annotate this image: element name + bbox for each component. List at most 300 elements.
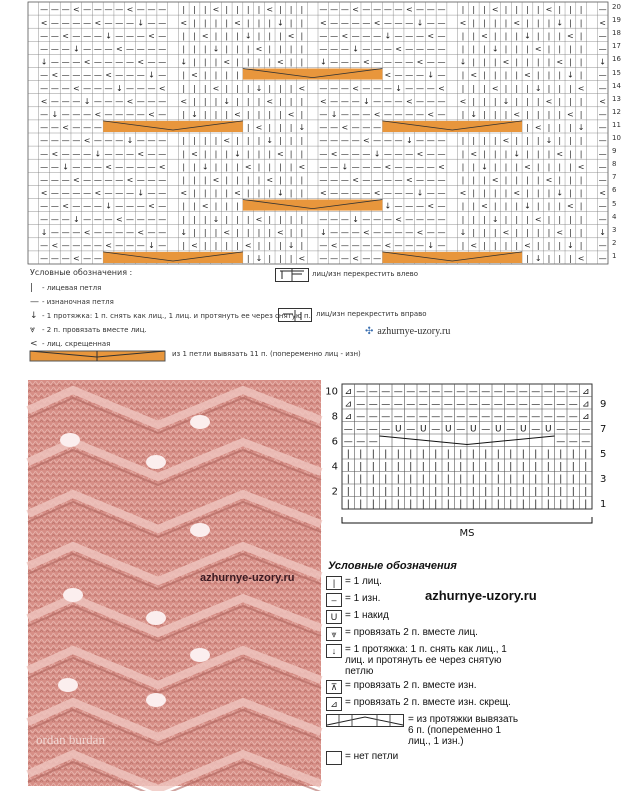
chart1-symbol: < [255,214,263,224]
chart1-symbol: | [558,214,562,224]
chart1-symbol: < [405,175,413,185]
photo-signature: ordan burdan [36,732,105,747]
chart1-symbol: — [319,241,328,251]
chart1-symbol: | [526,254,529,264]
chart1-symbol: < [352,83,359,93]
ms-chart-symbol: — [543,412,553,422]
chart1-symbol: — [340,136,349,146]
chart1-symbol: | [526,214,529,224]
chart1-symbol: — [394,57,403,67]
chart1-symbol: — [93,83,102,93]
chart1-symbol: — [362,31,371,41]
chart1-symbol: ↓ [427,241,435,251]
chart1-symbol: < [83,136,91,146]
ms-chart-symbol: | [496,499,500,510]
ms-chart-symbol: | [496,487,500,497]
chart1-symbol: | [300,5,304,15]
chart1-symbol: < [534,44,542,54]
chart1-symbol: — [598,175,607,185]
chart1-symbol: | [193,214,196,224]
chart1-symbol: — [351,57,360,67]
chart1-symbol: — [340,44,349,54]
chart1-symbol: | [569,57,572,67]
chart1-symbol: — [50,96,59,106]
legend2-item [326,593,526,607]
chart1-symbol: — [158,70,167,80]
ms-chart-symbol: — [468,387,478,397]
ms-chart-symbol: | [534,462,538,472]
chart1-symbol: — [319,214,328,224]
knit-stitch-icon: | [30,282,34,293]
ms-chart-symbol: | [346,474,350,485]
chart1-symbol: | [193,96,196,106]
chart1-symbol: | [472,83,476,93]
chart1-symbol: | [579,110,583,120]
chart1-symbol: | [569,227,572,237]
chart1-symbol: — [416,201,425,211]
chart1-symbol: < [459,18,467,28]
chart1-symbol: — [394,241,403,251]
chart1-symbol: — [93,201,102,211]
chart1-symbol: ↓ [255,254,263,264]
chart1-symbol: | [246,96,250,106]
ms-chart-symbol: — [531,412,541,422]
ms-chart-symbol: — [493,399,503,410]
legend2-title: Условные обозначения [328,560,457,572]
ms-chart-symbol: — [406,387,416,397]
chart1-symbol: | [493,57,497,67]
ms-chart-symbol: | [446,462,450,472]
chart1-symbol: — [72,123,81,133]
chart1-symbol: ↓ [491,214,499,224]
chart1-symbol: < [491,83,499,93]
ms-chart-symbol: — [481,412,491,422]
chart1-symbol: ↓ [105,201,112,211]
chart1-symbol: | [504,44,508,54]
ms-chart-symbol: — [481,399,491,410]
chart1-symbol: — [437,149,446,159]
chart1-symbol: — [72,18,81,28]
chart1-symbol: | [182,70,186,80]
chart1-symbol: | [472,44,476,54]
chart1-symbol: < [287,31,295,41]
ms-chart-symbol: | [384,499,388,510]
chart1-row-number: 18 [612,29,621,38]
ms-chart-symbol: | [559,474,563,485]
chart1-symbol: | [203,241,207,251]
chart1-symbol: | [536,241,540,251]
chart1-symbol: ↓ [567,70,574,80]
chart1-symbol: — [416,175,425,185]
chart1-symbol: | [461,31,465,41]
chart1-symbol: | [246,44,250,54]
cross-right-icon [278,308,312,322]
chart1-symbol: | [203,5,207,15]
chart1-symbol: < [556,149,564,159]
chart1-symbol: | [536,31,540,41]
chart1-symbol: | [203,83,207,93]
chart1-symbol: — [437,201,446,211]
twisted-knit-icon: < [30,338,38,349]
chart1-symbol: — [437,241,446,251]
chart1-symbol: < [266,96,274,106]
ms-chart-symbol: | [484,474,488,485]
chart1-symbol: — [340,110,349,120]
chart1-symbol: — [93,254,102,264]
chart1-symbol: — [362,214,371,224]
chart1-symbol: — [126,110,135,120]
chart1-symbol: | [203,188,207,198]
chart1-row-number: 12 [612,107,621,116]
chart1-symbol: — [83,254,92,264]
chart1-symbol: < [62,123,69,133]
chart1-symbol: | [289,57,293,67]
chart1-symbol: < [373,188,381,198]
chart1-symbol: | [236,70,239,80]
ms-chart-symbol: | [484,499,488,510]
chart1-symbol: | [483,149,486,159]
chart1-symbol: — [50,175,59,185]
chart1-symbol: — [598,254,607,264]
chart1-symbol: | [268,57,272,67]
chart1-symbol: < [320,18,327,28]
chart1-symbol: < [362,227,370,237]
chart1-symbol: | [289,18,293,28]
ms-chart-symbol: | [409,487,413,497]
chart1-symbol: | [182,110,186,120]
legend2-item [326,627,526,641]
chart1-row-number: 20 [612,3,621,11]
chart1-symbol: — [50,123,59,133]
ms-chart-symbol: — [356,412,366,422]
chart1-symbol: | [203,70,207,80]
chart1-symbol: — [126,214,135,224]
chart1-symbol: ↓ [40,227,48,237]
ms-chart-symbol: — [343,437,353,447]
ms-chart-symbol: | [371,449,375,460]
ms-chart-symbol: | [559,449,563,460]
chart1-symbol: | [193,136,196,146]
chart1-symbol: — [115,149,124,159]
chart1-symbol: — [362,175,371,185]
chart1-symbol: — [416,31,425,41]
ms-chart-symbol: — [456,399,466,410]
chart1-symbol: | [461,110,465,120]
chart1-symbol: ↓ [277,188,284,198]
ms-chart-symbol: | [421,499,425,510]
chart1-symbol: | [504,214,508,224]
chart1-symbol: | [483,188,486,198]
chart1-symbol: | [193,18,196,28]
chart1-symbol: — [115,136,124,146]
legend2-item [326,610,526,624]
chart1-symbol: < [126,175,134,185]
ms-chart-symbol: — [468,412,478,422]
chart1-symbol: — [61,110,70,120]
chart1-symbol: | [483,18,486,28]
ms-chart-symbol: | [446,499,450,510]
slip-pass-icon: ↓ [326,644,342,658]
chart1-symbol: | [246,188,250,198]
ms-chart-symbol: | [396,487,400,497]
chart1-symbol: | [483,136,486,146]
cross-left-text: лиц/изн перекрестить влево [312,270,419,278]
chart1-symbol: | [279,83,282,93]
ms-chart-symbol: | [359,499,363,510]
ms-chart-symbol: — [418,387,428,397]
chart1-symbol: | [193,57,196,67]
chart1-symbol: | [547,83,551,93]
chart1-symbol: < [255,44,263,54]
chart1-symbol: — [405,31,414,41]
chart1-symbol: < [384,162,392,172]
chart1-symbol: — [319,110,328,120]
chart1-symbol: — [362,123,371,133]
chart1-symbol: — [72,201,81,211]
ms-chart-symbol: | [384,449,388,460]
chart1-symbol: — [416,44,425,54]
chart1-symbol: | [483,227,486,237]
legend2-item-text: = 1 протяжка: 1 п. снять как лиц., 1 лиц. и протянуть ее через снятую петлю [345,644,507,677]
chart1-symbol: | [193,188,196,198]
ms-chart-symbol: | [534,487,538,497]
chart1-symbol: — [362,5,371,15]
ms-chart-symbol: | [571,474,575,485]
chart1-symbol: | [246,5,250,15]
chart1-symbol: < [40,18,48,28]
ms-chart-symbol: | [359,449,363,460]
chart1-symbol: | [246,175,250,185]
chart1-symbol: < [94,110,102,120]
chart1-symbol: | [569,254,572,264]
eyelet-hole [63,588,83,602]
chart1-symbol: — [330,96,339,106]
chart1-row-number: 10 [612,134,621,142]
chart1-symbol: — [158,201,167,211]
chart1-symbol: | [289,83,293,93]
chart1-symbol: ↓ [62,162,69,172]
ms-chart-symbol: | [409,449,413,460]
chart1-symbol: | [558,96,562,106]
chart1-row-number: 3 [612,225,617,234]
chart1-symbol: | [268,31,272,41]
chart1-symbol: — [104,214,113,224]
chart1-symbol: — [373,254,382,264]
chart1-symbol: — [373,214,382,224]
legend2-item-text: = провязать 2 п. вместе изн. скрещ. [345,697,511,708]
ms-chart-symbol: ⊿ [581,412,590,422]
chart1-symbol: ↓ [373,149,381,159]
ms-chart-symbol: | [546,474,550,485]
chart1-symbol: | [236,57,239,67]
ms-chart-symbol: | [509,499,513,510]
chart1-symbol: | [461,162,465,172]
yarn-over-icon: U [326,610,342,624]
chart1-symbol: | [289,136,293,146]
chart1-symbol: — [93,31,102,41]
chart1-symbol: | [279,136,282,146]
ms-chart-symbol: | [534,449,538,460]
legend2-site: azhurnye-uzory.ru [425,588,537,603]
chart1-symbol: — [40,83,49,93]
chart1-symbol: | [279,254,282,264]
chart1-symbol: | [279,31,282,41]
chart1-symbol: — [426,96,435,106]
chart1-symbol: | [515,70,519,80]
chart1-symbol: | [461,83,465,93]
chart1-symbol: < [115,44,123,54]
chart1-symbol: | [526,227,529,237]
chart1-symbol: — [50,18,59,28]
chart1-symbol: — [416,5,425,15]
chart1-symbol: | [279,96,282,106]
chart1-row-number: 5 [612,199,617,208]
chart1-symbol: | [472,175,476,185]
chart1-symbol: | [558,110,562,120]
chart1-symbol: | [515,162,519,172]
chart1-symbol: — [158,5,167,15]
chart1-symbol: | [536,96,540,106]
ms-label: MS [459,528,475,539]
chart1-symbol: < [534,214,542,224]
chart1-symbol: — [598,214,607,224]
chart1-symbol: — [340,214,349,224]
chart1-symbol: — [319,254,328,264]
chart1-symbol: < [126,96,134,106]
chart1-symbol: ↓ [51,110,59,120]
chart1-symbol: — [50,31,59,41]
ms-chart-symbol: — [368,387,378,397]
chart1-symbol: < [105,241,112,251]
ms-chart-symbol: | [434,487,438,497]
chart1-symbol: < [223,136,231,146]
chart1-symbol: — [383,214,392,224]
ms-chart-symbol: — [581,437,591,447]
chart1-symbol: | [579,70,583,80]
chart1-symbol: | [515,57,519,67]
chart1-symbol: — [40,44,49,54]
chart1-row-number: 14 [612,81,621,90]
chart1-symbol: ↓ [137,18,145,28]
chart1-symbol: | [579,214,583,224]
chart1-symbol: — [437,110,446,120]
chart1-symbol: | [214,241,218,251]
chart1-symbol: | [300,175,304,185]
chart1-symbol: | [289,188,293,198]
ms-chart-symbol: | [521,474,525,485]
chart1-symbol: ↓ [513,149,521,159]
chart1-symbol: | [547,214,551,224]
chart1-symbol: — [426,188,435,198]
chart1-symbol: | [547,57,551,67]
eyelet-hole [190,648,210,662]
chart1-symbol: — [83,110,92,120]
chart1-symbol: ↓ [320,57,327,67]
chart1-symbol: ↓ [137,188,145,198]
chart1-symbol: — [61,83,70,93]
chart1-symbol: — [61,241,70,251]
chart1-symbol: | [214,201,218,211]
chart1-symbol: < [470,149,478,159]
chart1-symbol: | [515,96,519,106]
chart1-row-number: 9 [612,147,617,156]
legend1-item [30,282,330,293]
ms-chart-symbol: — [456,412,466,422]
chart1-symbol: — [394,162,403,172]
legend1-item [30,324,330,335]
ms-chart-symbol: — [568,437,578,447]
chart1-symbol: — [437,136,446,146]
chart1-symbol: — [83,175,92,185]
chart1-symbol: ↓ [148,70,155,80]
chart1-symbol: < [148,201,155,211]
ms-chart-symbol: | [446,474,450,485]
chart1-symbol: — [362,83,371,93]
chart1-symbol: — [598,149,607,159]
chart1-symbol: < [491,175,499,185]
chart1-symbol: — [50,44,59,54]
chart1-symbol: | [483,214,486,224]
chart1-symbol: | [579,44,583,54]
ms-chart-symbol: | [471,449,475,460]
chart1-symbol: — [437,44,446,54]
chart1-symbol: — [72,57,81,67]
chart1-symbol: ↓ [244,31,252,41]
chart1-symbol: ↓ [115,83,123,93]
chart1-symbol: | [536,57,540,67]
chart1-symbol: < [148,31,155,41]
ms-chart-symbol: — [506,387,516,397]
chart1-symbol: | [536,227,540,237]
chart1-symbol: — [104,18,113,28]
ms-chart-symbol: — [518,399,528,410]
chart1-symbol: | [493,96,497,106]
chart1-symbol: — [72,227,81,237]
ms-chart-symbol: — [443,412,453,422]
chart1-symbol: — [351,31,360,41]
chart1-symbol: — [373,162,382,172]
chart1-symbol: — [147,5,156,15]
chart1-symbol: < [470,70,478,80]
ms-chart-symbol: | [396,499,400,510]
chart1-symbol: | [300,214,304,224]
orange-bar [243,69,383,80]
chart1-symbol: < [395,214,402,224]
chart1-symbol: | [268,44,272,54]
chart1-symbol: — [340,241,349,251]
chart1-symbol: — [72,136,81,146]
chart1-symbol: — [104,136,113,146]
chart1-symbol: — [104,149,113,159]
chart1-symbol: < [545,96,553,106]
ms-chart-symbol: | [371,487,375,497]
ms-chart-symbol: U [519,424,527,435]
ms-chart-symbol: — [356,437,366,447]
ms-chart-symbol: — [381,399,391,410]
chart1-symbol: | [536,201,540,211]
chart1-symbol: | [515,175,519,185]
chart1-symbol: — [426,227,435,237]
chart1-symbol: ↓ [201,162,209,172]
chart1-symbol: | [558,83,562,93]
eyelet-hole [58,678,78,692]
chart1-symbol: | [472,162,476,172]
chart1-symbol: | [300,188,304,198]
chart1-symbol: | [461,201,465,211]
chart1-symbol: — [394,136,403,146]
chart1-symbol: — [61,18,70,28]
chart1-symbol: ↓ [126,136,134,146]
